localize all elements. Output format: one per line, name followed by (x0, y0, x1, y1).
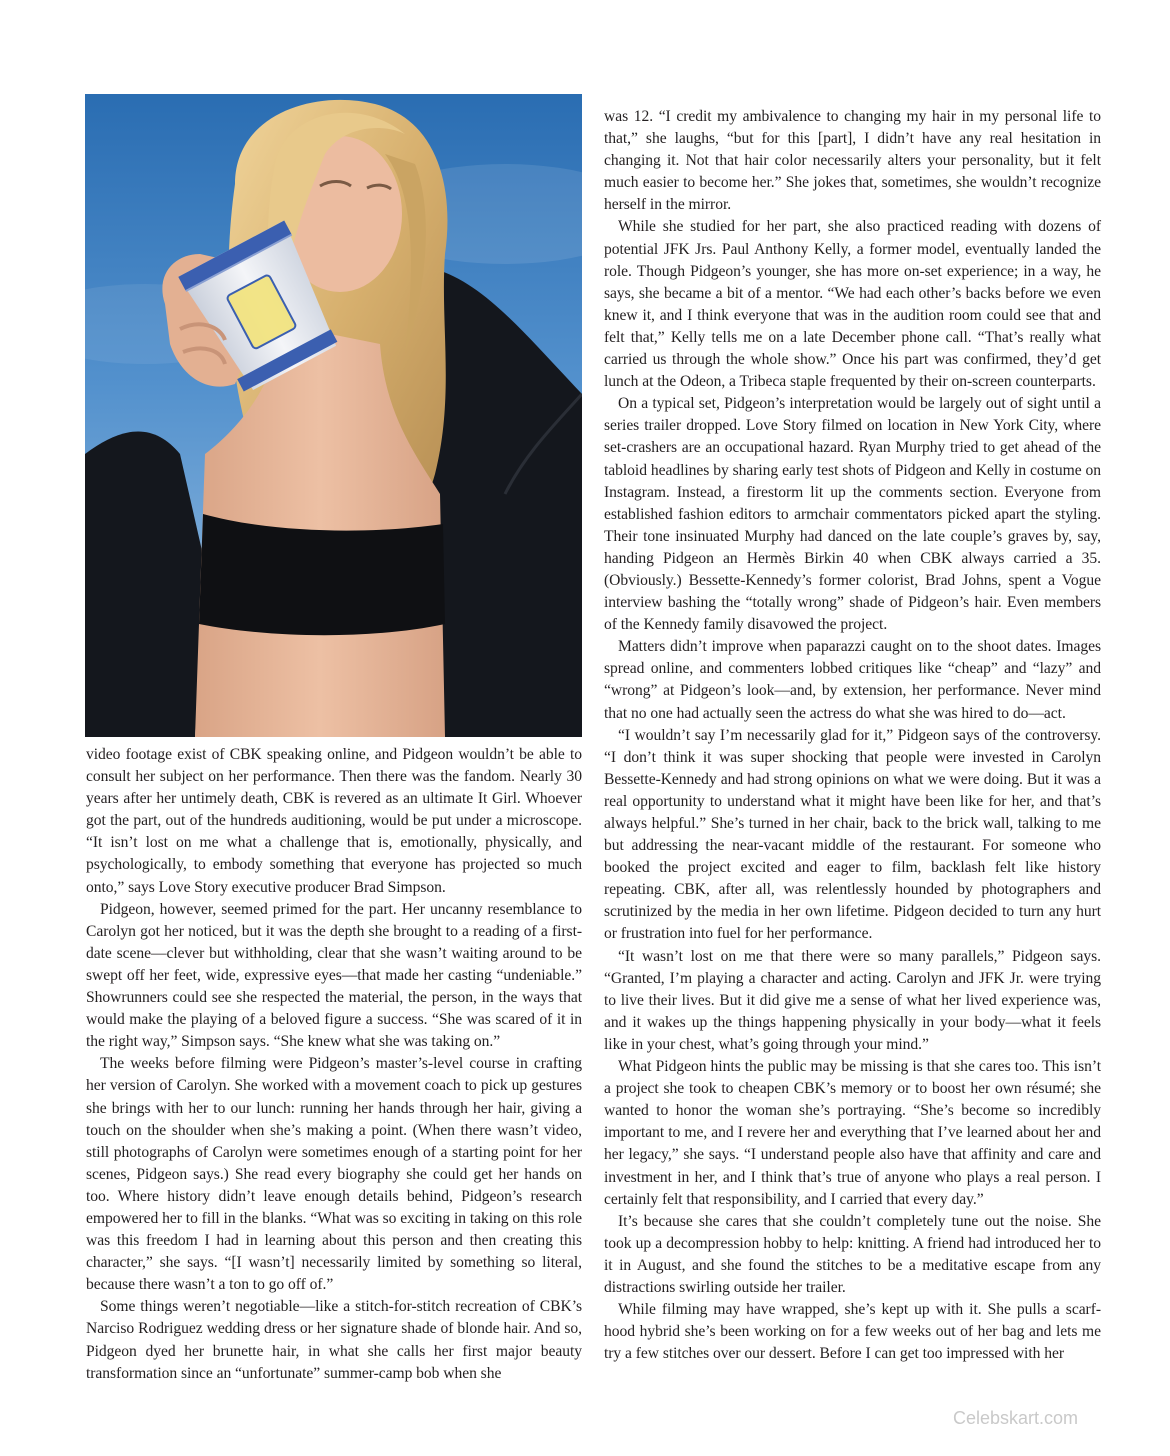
right-paragraph-2: While she studied for her part, she also practiced reading with dozens of potential JFK Jrs. Paul Anthony Kelly, a former model, eventually landed the role. Though Pidgeon’s younger, she has more on-set experience; in a way, he says, she became a bit of a mentor. “We had each other’s backs before we even knew it, and I think everyone that was in the audition room could see that and felt that,” Kelly tells me on a late December phone call. “That’s really what carried us through the whole show.” Once his part was confirmed, they’d get lunch at the Odeon, a Tribeca staple frequented by their on-screen counterparts. (604, 218, 1101, 391)
right-text-column (604, 106, 1101, 1365)
left-paragraph-1: video footage exist of CBK speaking online, and Pidgeon wouldn’t be able to consult her subject on her performance. Then there was the fandom. Nearly 30 years after her untimely death, CBK is revered as an ultimate It Girl. Whoever got the part, out of the hundreds auditioning, would be put under a microscope. “It isn’t lost on me what a challenge that is, emotionally, physically, and psychologically, to embody something that everyone has projected so much onto,” says Love Story executive producer Brad Simpson. (86, 746, 582, 896)
woman-drinking-from-coffee-cup-photo (85, 94, 582, 737)
right-paragraph-4: Matters didn’t improve when paparazzi caught on to the shoot dates. Images spread online, and commenters lobbed critiques like “cheap” and “lazy” and “wrong” at Pidgeon’s look—and, by extension, her performance. Never mind that no one had actually seen the actress do what she was hired to do—act. (604, 638, 1101, 722)
right-paragraph-5: “I wouldn’t say I’m necessarily glad for it,” Pidgeon says of the controversy. “I don’t think it was super shocking that people were invested in Carolyn Bessette-Kennedy and had strong opinions on what we were doing. But it was a real opportunity to understand what it might have been like for her, and that’s always helpful.” She’s turned in her chair, back to the brick wall, talking to me but addressing the near-vacant middle of the restaurant. For someone who booked the project excited and eager to film, backlash felt like history repeating. CBK, after all, was relentlessly hounded by photographers and scrutinized by the media in her own lifetime. Pidgeon decided to turn any hurt or frustration into fuel for her performance. (604, 726, 1101, 943)
feature-photo (85, 94, 582, 737)
left-text-column (86, 744, 582, 1385)
left-paragraph-3: The weeks before filming were Pidgeon’s master’s-level course in crafting her version of Carolyn. She worked with a movement coach to pick up gestures she brings with her to our lunch: running her hands through her hair, giving a touch on the shoulder when she’s making a point. (When there wasn’t video, still photographs of Carolyn were sometimes enough of a starting point for her scenes, Pidgeon says.) She read every biography she could get her hands on too. Where history didn’t leave enough details behind, Pidgeon’s research empowered her to fill in the blanks. “What was so exciting in taking on this role was this freedom I had in learning about this person and then creating this character,” she says. “[I wasn’t] necessarily limited by something so literal, because there wasn’t a ton to go off of.” (86, 1055, 582, 1294)
right-paragraph-1: was 12. “I credit my ambivalence to changing my hair in my personal life to that,” she laughs, “but for this [part], I didn’t have any real hesitation in changing it. Not that hair color necessarily alters your personality, but it felt much easier to become her.” She jokes that, sometimes, she wouldn’t recognize herself in the mirror. (604, 108, 1101, 214)
right-paragraph-8: It’s because she cares that she couldn’t completely tune out the noise. She took up a decompression hobby to help: knitting. A friend had introduced her to it in August, and she found the stitches to be a meditative escape from any distractions swirling outside her trailer. (604, 1212, 1101, 1296)
right-paragraph-3: On a typical set, Pidgeon’s interpretation would be largely out of sight until a series trailer dropped. Love Story filmed on location in New York City, where set-crashers are an occupational hazard. Ryan Murphy tried to get ahead of the tabloid headlines by sharing early test shots of Pidgeon and Kelly in costume on Instagram. Instead, a firestorm lit up the comments section. Everyone from established fashion editors to armchair commentators picked apart the styling. Their tone insinuated Murphy had danced on the late couple’s graves by, say, handing Pidgeon an Hermès Birkin 40 when CBK always carried a 35. (Obviously.) Bessette-Kennedy’s former colorist, Brad Johns, spent a Vogue interview bashing the “totally wrong” shade of Pidgeon’s hair. Even members of the Kennedy family disavowed the project. (604, 395, 1101, 634)
left-paragraph-2: Pidgeon, however, seemed primed for the part. Her uncanny resemblance to Carolyn got her noticed, but it was the depth she brought to a reading of a first-date scene—clever but withholding, clear that she wasn’t waiting around to be swept off her feet, wide, expressive eyes—that made her casting “undeniable.” Showrunners could see she respected the material, the person, in the ways that would make the playing of a beloved figure a success. “She was scared of it in the right way,” Simpson says. “She knew what she was taking on.” (86, 900, 582, 1051)
watermark: Celebskart.com (952, 1408, 1078, 1428)
left-paragraph-4: Some things weren’t negotiable—like a stitch-for-stitch recreation of CBK’s Narciso Rodriguez wedding dress or her signature shade of blonde hair. And so, Pidgeon dyed her brunette hair, in what she calls her first major beauty transformation since an “unfortunate” summer-camp bob when she (86, 1298, 582, 1382)
right-paragraph-7: What Pidgeon hints the public may be missing is that she cares too. This isn’t a project she took to cheapen CBK’s memory or to boost her own résumé; she wanted to honor the woman she’s portraying. “She’s become so incredibly important to me, and I revere her and everything that I’ve learned about her and her legacy,” she says. “I understand people also have that affinity and care and investment in her, and I think that’s true of anyone who plays a real person. I certainly felt that responsibility, and I carried that every day.” (604, 1058, 1101, 1208)
right-paragraph-9: While filming may have wrapped, she’s kept up with it. She pulls a scarf-hood hybrid she’s been working on for a few weeks out of her bag and lets me try a few stitches over our dessert. Before I can get too impressed with her (604, 1301, 1101, 1363)
right-paragraph-6: “It wasn’t lost on me that there were so many parallels,” Pidgeon says. “Granted, I’m playing a character and acting. Carolyn and JFK Jr. were trying to live their lives. But it did give me a sense of what her lived experience was, and it wakes up the things happening physically in your body—what it feels like in your chest, what’s going through your mind.” (604, 947, 1101, 1053)
